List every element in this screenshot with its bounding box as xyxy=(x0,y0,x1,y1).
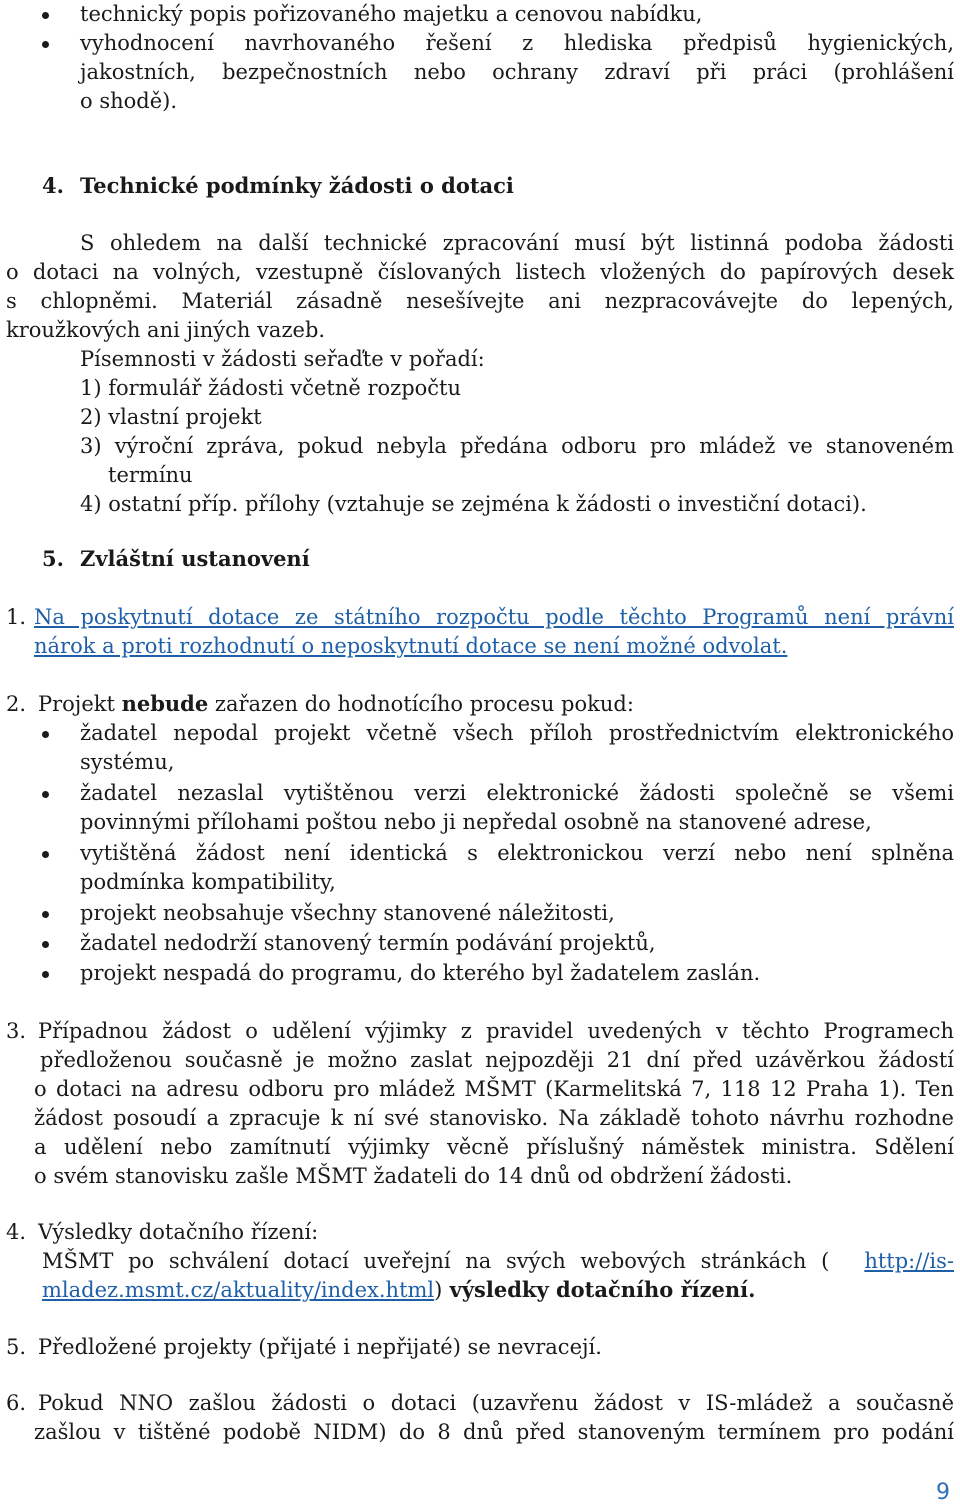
order-item: 2) vlastní projekt xyxy=(80,405,262,429)
item-text: žádost posoudí a zpracuje k ní své stanovisko. Na základě tohoto návrhu rozhodne xyxy=(34,1106,954,1130)
item-text: zašlou v tištěné podobě NIDM) do 8 dnů před stanoveným termínem pro podání xyxy=(34,1420,954,1444)
url-link[interactable]: http://is- xyxy=(864,1249,954,1273)
bullet-text-cont: podmínka kompatibility, xyxy=(80,870,336,894)
item-text-body: MŠMT po schválení dotací uveřejní na svých webových stránkách ( xyxy=(42,1249,830,1273)
bullet-text: žadatel nedodrží stanovený termín podávání projektů, xyxy=(80,931,656,955)
bullet-text: projekt neobsahuje všechny stanovené náležitosti, xyxy=(80,901,615,925)
section-number: 5. xyxy=(42,546,64,571)
bullet-text: žadatel nezaslal vytištěnou verzi elektronické žádosti společně se všemi xyxy=(80,781,954,805)
section-heading: Zvláštní ustanovení xyxy=(80,546,310,571)
bullet-text-cont: o shodě). xyxy=(80,89,178,113)
item-text xyxy=(42,1276,755,1304)
bullet-text: technický popis pořizovaného majetku a cenovou nabídku, xyxy=(80,2,703,26)
section-heading: Technické podmínky žádosti o dotaci xyxy=(80,173,514,198)
order-item: 4) ostatní příp. přílohy (vztahuje se zejména k žádosti o investiční dotaci). xyxy=(80,492,867,516)
bullet-icon xyxy=(42,791,49,798)
bullet-text: vyhodnocení navrhovaného řešení z hlediska předpisů hygienických, xyxy=(80,31,954,55)
bullet-text: žadatel nepodal projekt včetně všech příloh prostřednictvím elektronického xyxy=(80,721,954,745)
bullet-icon xyxy=(42,12,49,19)
page-number: 9 xyxy=(936,1480,950,1505)
item-text-bold: nebude xyxy=(121,691,209,716)
bullet-text-cont: povinnými přílohami poštou nebo ji nepředal osobně na stanovené adrese, xyxy=(80,810,872,834)
item-text: o dotaci na adresu odboru pro mládež MŠMT (Karmelitská 7, 118 12 Praha 1). Ten xyxy=(34,1077,954,1101)
item-link-text[interactable]: Na poskytnutí dotace ze státního rozpočtu podle těchto Programů není právní xyxy=(34,605,954,629)
bullet-text-cont: jakostních, bezpečnostních nebo ochrany zdraví při práci (prohlášení xyxy=(80,60,954,84)
item-number: 1. xyxy=(6,605,27,629)
item-number: 4. xyxy=(6,1220,27,1244)
item-text xyxy=(38,690,634,718)
item-number: 3. xyxy=(6,1019,27,1043)
order-item: 3) výroční zpráva, pokud nebyla předána odboru pro mládež ve stanoveném xyxy=(80,434,954,458)
item-text: Případnou žádost o udělení výjimky z pravidel uvedených v těchto Programech xyxy=(38,1019,954,1043)
item-bold-tail: výsledky dotačního řízení. xyxy=(442,1277,756,1302)
item-link-text[interactable]: nárok a proti rozhodnutí o neposkytnutí dotace se není možné odvolat. xyxy=(34,634,788,658)
close-paren: ) xyxy=(434,1278,443,1302)
item-number: 6. xyxy=(6,1391,27,1415)
order-item-cont: termínu xyxy=(108,463,193,487)
item-title: Výsledky dotačního řízení: xyxy=(38,1220,319,1244)
paragraph-line: o dotaci na volných, vzestupně číslovaných listech vložených do papírových desek xyxy=(6,260,954,284)
url-link[interactable]: mladez.msmt.cz/aktuality/index.html xyxy=(42,1278,435,1302)
item-text xyxy=(42,1247,954,1275)
item-text: předloženou současně je možno zaslat nejpozději 21 dní před uzávěrkou žádostí xyxy=(40,1048,954,1072)
bullet-icon xyxy=(42,41,49,48)
bullet-text: vytištěná žádost není identická s elektronickou verzí nebo není splněna xyxy=(80,841,954,865)
bullet-text: projekt nespadá do programu, do kterého byl žadatelem zaslán. xyxy=(80,961,761,985)
order-intro: Písemnosti v žádosti seřaďte v pořadí: xyxy=(80,347,485,371)
item-text: Pokud NNO zašlou žádosti o dotaci (uzavřenu žádost v IS-mládež a současně xyxy=(38,1391,954,1415)
bullet-text-cont: systému, xyxy=(80,750,175,774)
section-number: 4. xyxy=(42,173,64,198)
paragraph-line: kroužkových ani jiných vazeb. xyxy=(6,318,326,342)
bullet-icon xyxy=(42,911,49,918)
bullet-icon xyxy=(42,971,49,978)
bullet-icon xyxy=(42,731,49,738)
paragraph-line: s chlopněmi. Materiál zásadně nesešívejte ani nezpracovávejte do lepených, xyxy=(6,289,954,313)
order-item: 1) formulář žádosti včetně rozpočtu xyxy=(80,376,462,400)
item-text: Předložené projekty (přijaté i nepřijaté) se nevracejí. xyxy=(38,1335,602,1359)
item-text-pre: Projekt xyxy=(38,692,122,716)
item-text-post: zařazen do hodnotícího procesu pokud: xyxy=(208,692,634,716)
bullet-icon xyxy=(42,941,49,948)
paragraph-line: S ohledem na další technické zpracování musí být listinná podoba žádosti xyxy=(80,231,954,255)
bullet-icon xyxy=(42,851,49,858)
item-number: 2. xyxy=(6,692,27,716)
item-text: a udělení nebo zamítnutí výjimky věcně příslušný náměstek ministra. Sdělení xyxy=(34,1135,954,1159)
item-text: o svém stanovisku zašle MŠMT žadateli do 14 dnů od obdržení žádosti. xyxy=(34,1164,793,1188)
item-number: 5. xyxy=(6,1335,27,1359)
